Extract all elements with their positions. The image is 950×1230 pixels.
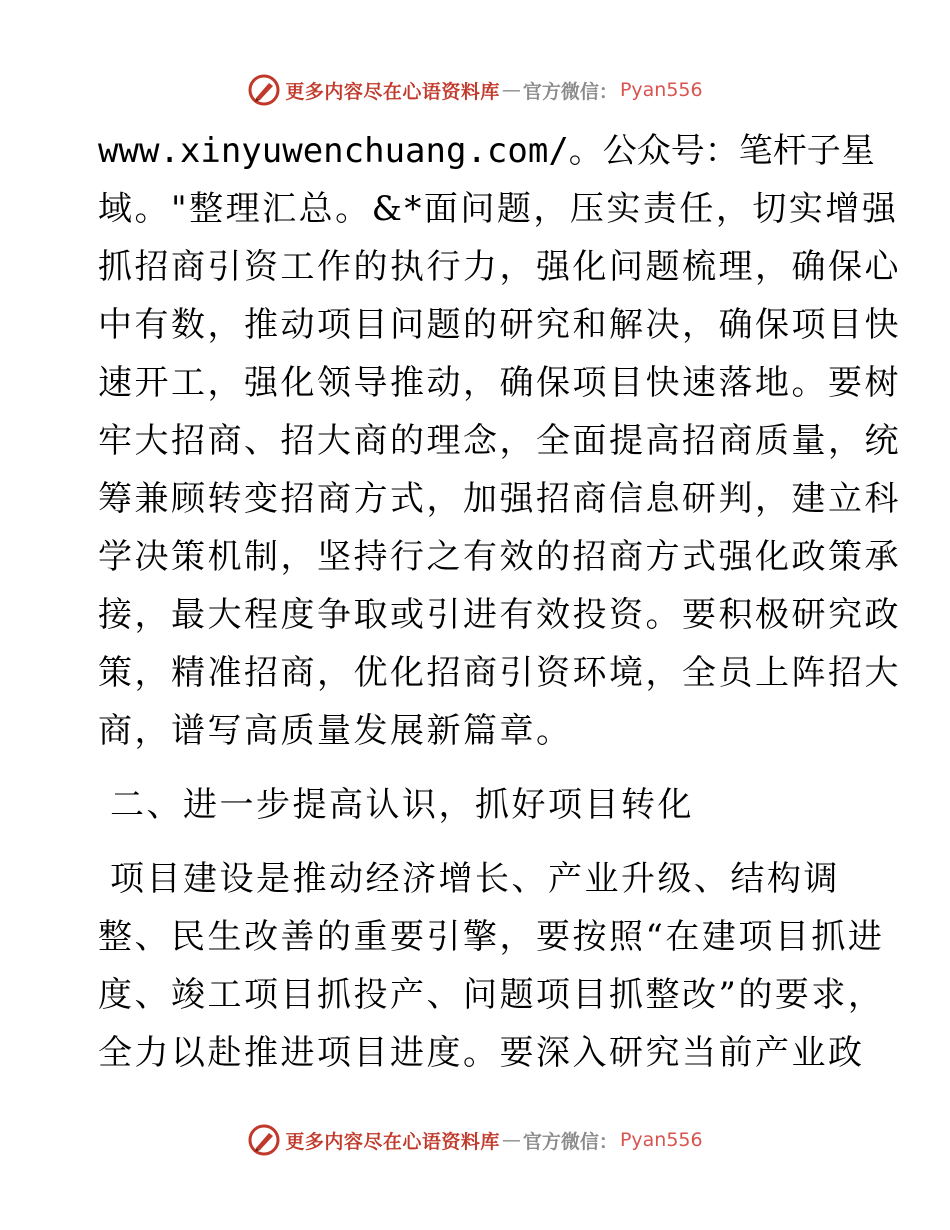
text-line: 项目建设是推动经济增长、产业升级、结构调 (110, 859, 840, 899)
text-line: 学决策机制，坚持行之有效的招商方式强化政策承 (98, 537, 901, 577)
pen-logo-icon (247, 73, 281, 107)
text-line: 域。"整理汇总。&*面问题，压实责任，切实增强 (98, 189, 899, 229)
text-line: www.xinyuwenchuang.com/。公众号：笔杆子星 (98, 131, 875, 171)
watermark-separator: — (501, 79, 521, 101)
watermark-text: 更多内容尽在心语资料库 (285, 80, 500, 103)
paragraph-1 (98, 122, 901, 760)
document-body (98, 122, 901, 1082)
footer-watermark (0, 1120, 950, 1160)
text-line: 筹兼顾转变招商方式，加强招商信息研判，建立科 (98, 479, 901, 519)
text-line: 度、竣工项目抓投产、问题项目抓整改”的要求， (98, 975, 885, 1015)
watermark-wechat-id: Pyan556 (619, 1129, 703, 1151)
watermark-wechat-label: 官方微信： (522, 1130, 618, 1153)
text-line: 抓招商引资工作的执行力，强化问题梳理，确保心 (98, 247, 901, 287)
header-watermark (0, 70, 950, 110)
text-line: 全力以赴推进项目进度。要深入研究当前产业政 (98, 1033, 865, 1073)
text-line: 牢大招商、招大商的理念，全面提高招商质量，统 (98, 421, 901, 461)
watermark-wechat-label: 官方微信： (522, 80, 618, 103)
text-line: 接，最大程度争取或引进有效投资。要积极研究政 (98, 595, 901, 635)
text-line: 策，精准招商，优化招商引资环境，全员上阵招大 (98, 653, 901, 693)
text-line: 商，谱写高质量发展新篇章。 (98, 711, 573, 751)
watermark-text: 更多内容尽在心语资料库 (285, 1130, 500, 1153)
watermark-wechat-id: Pyan556 (619, 79, 703, 101)
paragraph-2 (98, 850, 885, 1082)
text-line: 中有数，推动项目问题的研究和解决，确保项目快 (98, 305, 901, 345)
pen-logo-icon (247, 1123, 281, 1157)
text-line: 整、民生改善的重要引擎，要按照“在建项目抓进 (98, 917, 885, 957)
section-heading: 二、进一步提高认识，抓好项目转化 (110, 785, 694, 825)
text-line: 速开工，强化领导推动，确保项目快速落地。要树 (98, 363, 901, 403)
watermark-separator: — (501, 1129, 521, 1151)
